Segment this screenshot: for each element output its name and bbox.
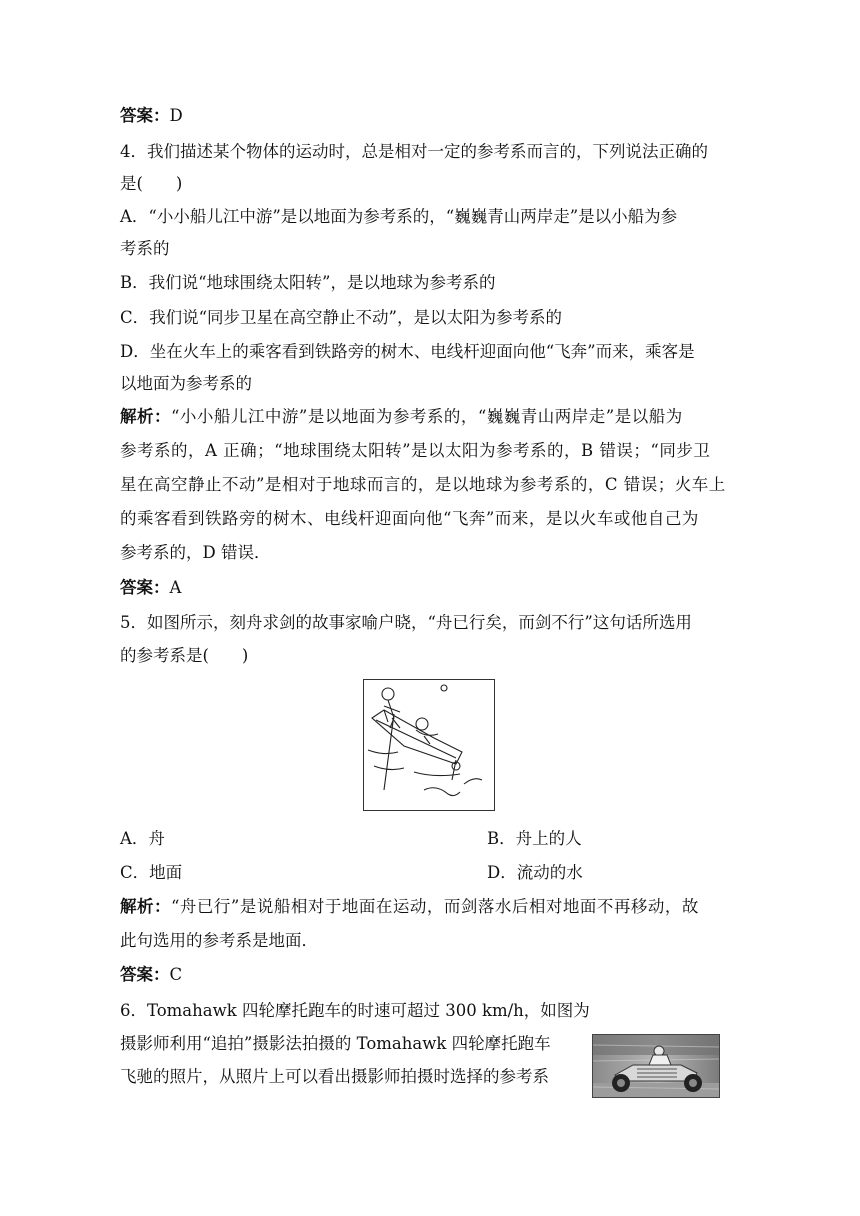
q4-analysis-line4: 的乘客看到铁路旁的树木、电线杆迎面向他“飞奔”而来，是以火车或他自己为 (120, 509, 699, 528)
motorcycle-photo (592, 1034, 720, 1098)
q4-option-d-line1: D．坐在火车上的乘客看到铁路旁的树木、电线杆迎面向他“飞奔”而来，乘客是 (120, 342, 695, 361)
q4-answer (120, 577, 181, 599)
motorcycle-photo-icon (593, 1035, 720, 1098)
q6-stem-line3: 飞驰的照片，从照片上可以看出摄影师拍摄时选择的参考系 (120, 1067, 549, 1086)
q4-option-a-line1: A．“小小船儿江中游”是以地面为参考系的，“巍巍青山两岸走”是以小船为参 (120, 207, 678, 226)
q4-stem-line1: 4．我们描述某个物体的运动时，总是相对一定的参考系而言的，下列说法正确的 (120, 142, 708, 161)
q5-stem-line2: 的参考系是( ) (120, 646, 249, 665)
q6-stem-line2: 摄影师利用“追拍”摄影法拍摄的 Tomahawk 四轮摩托跑车 (120, 1034, 551, 1053)
answer-value: D (169, 106, 183, 125)
q4-option-d-line2: 以地面为参考系的 (120, 374, 252, 393)
answer-value: A (169, 578, 182, 597)
answer-label: 答案： (120, 106, 170, 125)
q5-answer (120, 964, 182, 986)
q4-analysis-line1 (120, 406, 740, 428)
q4-option-a-line2: 考系的 (120, 239, 170, 258)
answer-label: 答案： (120, 965, 170, 984)
q4-analysis-line2: 参考系的，A 正确；“地球围绕太阳转”是以太阳为参考系的，B 错误；“同步卫 (120, 441, 711, 460)
analysis-label: 解析： (120, 407, 171, 426)
q5-option-b: B．舟上的人 (487, 829, 582, 848)
q5-option-d: D．流动的水 (487, 863, 583, 882)
q5-option-c: C．地面 (120, 863, 183, 882)
q3-answer (120, 105, 183, 127)
q5-option-a: A．舟 (120, 829, 165, 848)
boat-illustration (363, 679, 495, 811)
q4-analysis-line5: 参考系的，D 错误． (120, 543, 271, 562)
q4-option-c: C．我们说“同步卫星在高空静止不动”，是以太阳为参考系的 (120, 308, 562, 327)
boat-drawing-icon (364, 680, 494, 810)
q4-analysis-line3: 星在高空静止不动”是相对于地球而言的，是以地球为参考系的，C 错误；火车上 (120, 475, 726, 494)
analysis-text: “小小船儿江中游”是以地面为参考系的，“巍巍青山两岸走”是以船为 (171, 407, 683, 426)
q4-option-b: B．我们说“地球围绕太阳转”，是以地球为参考系的 (120, 273, 496, 292)
q5-analysis-line2: 此句选用的参考系是地面． (120, 931, 318, 950)
q6-stem-line1: 6．Tomahawk 四轮摩托跑车的时速可超过 300 km/h，如图为 (120, 1001, 590, 1020)
analysis-text: “舟已行”是说船相对于地面在运动，而剑落水后相对地面不再移动，故 (171, 897, 699, 916)
answer-label: 答案： (120, 578, 170, 597)
q5-analysis-line1 (120, 896, 740, 918)
q4-stem-line2: 是( ) (120, 174, 183, 193)
answer-value: C (169, 965, 183, 984)
q5-stem-line1: 5．如图所示，刻舟求剑的故事家喻户晓，“舟已行矣，而剑不行”这句话所选用 (120, 613, 692, 632)
analysis-label: 解析： (120, 897, 171, 916)
